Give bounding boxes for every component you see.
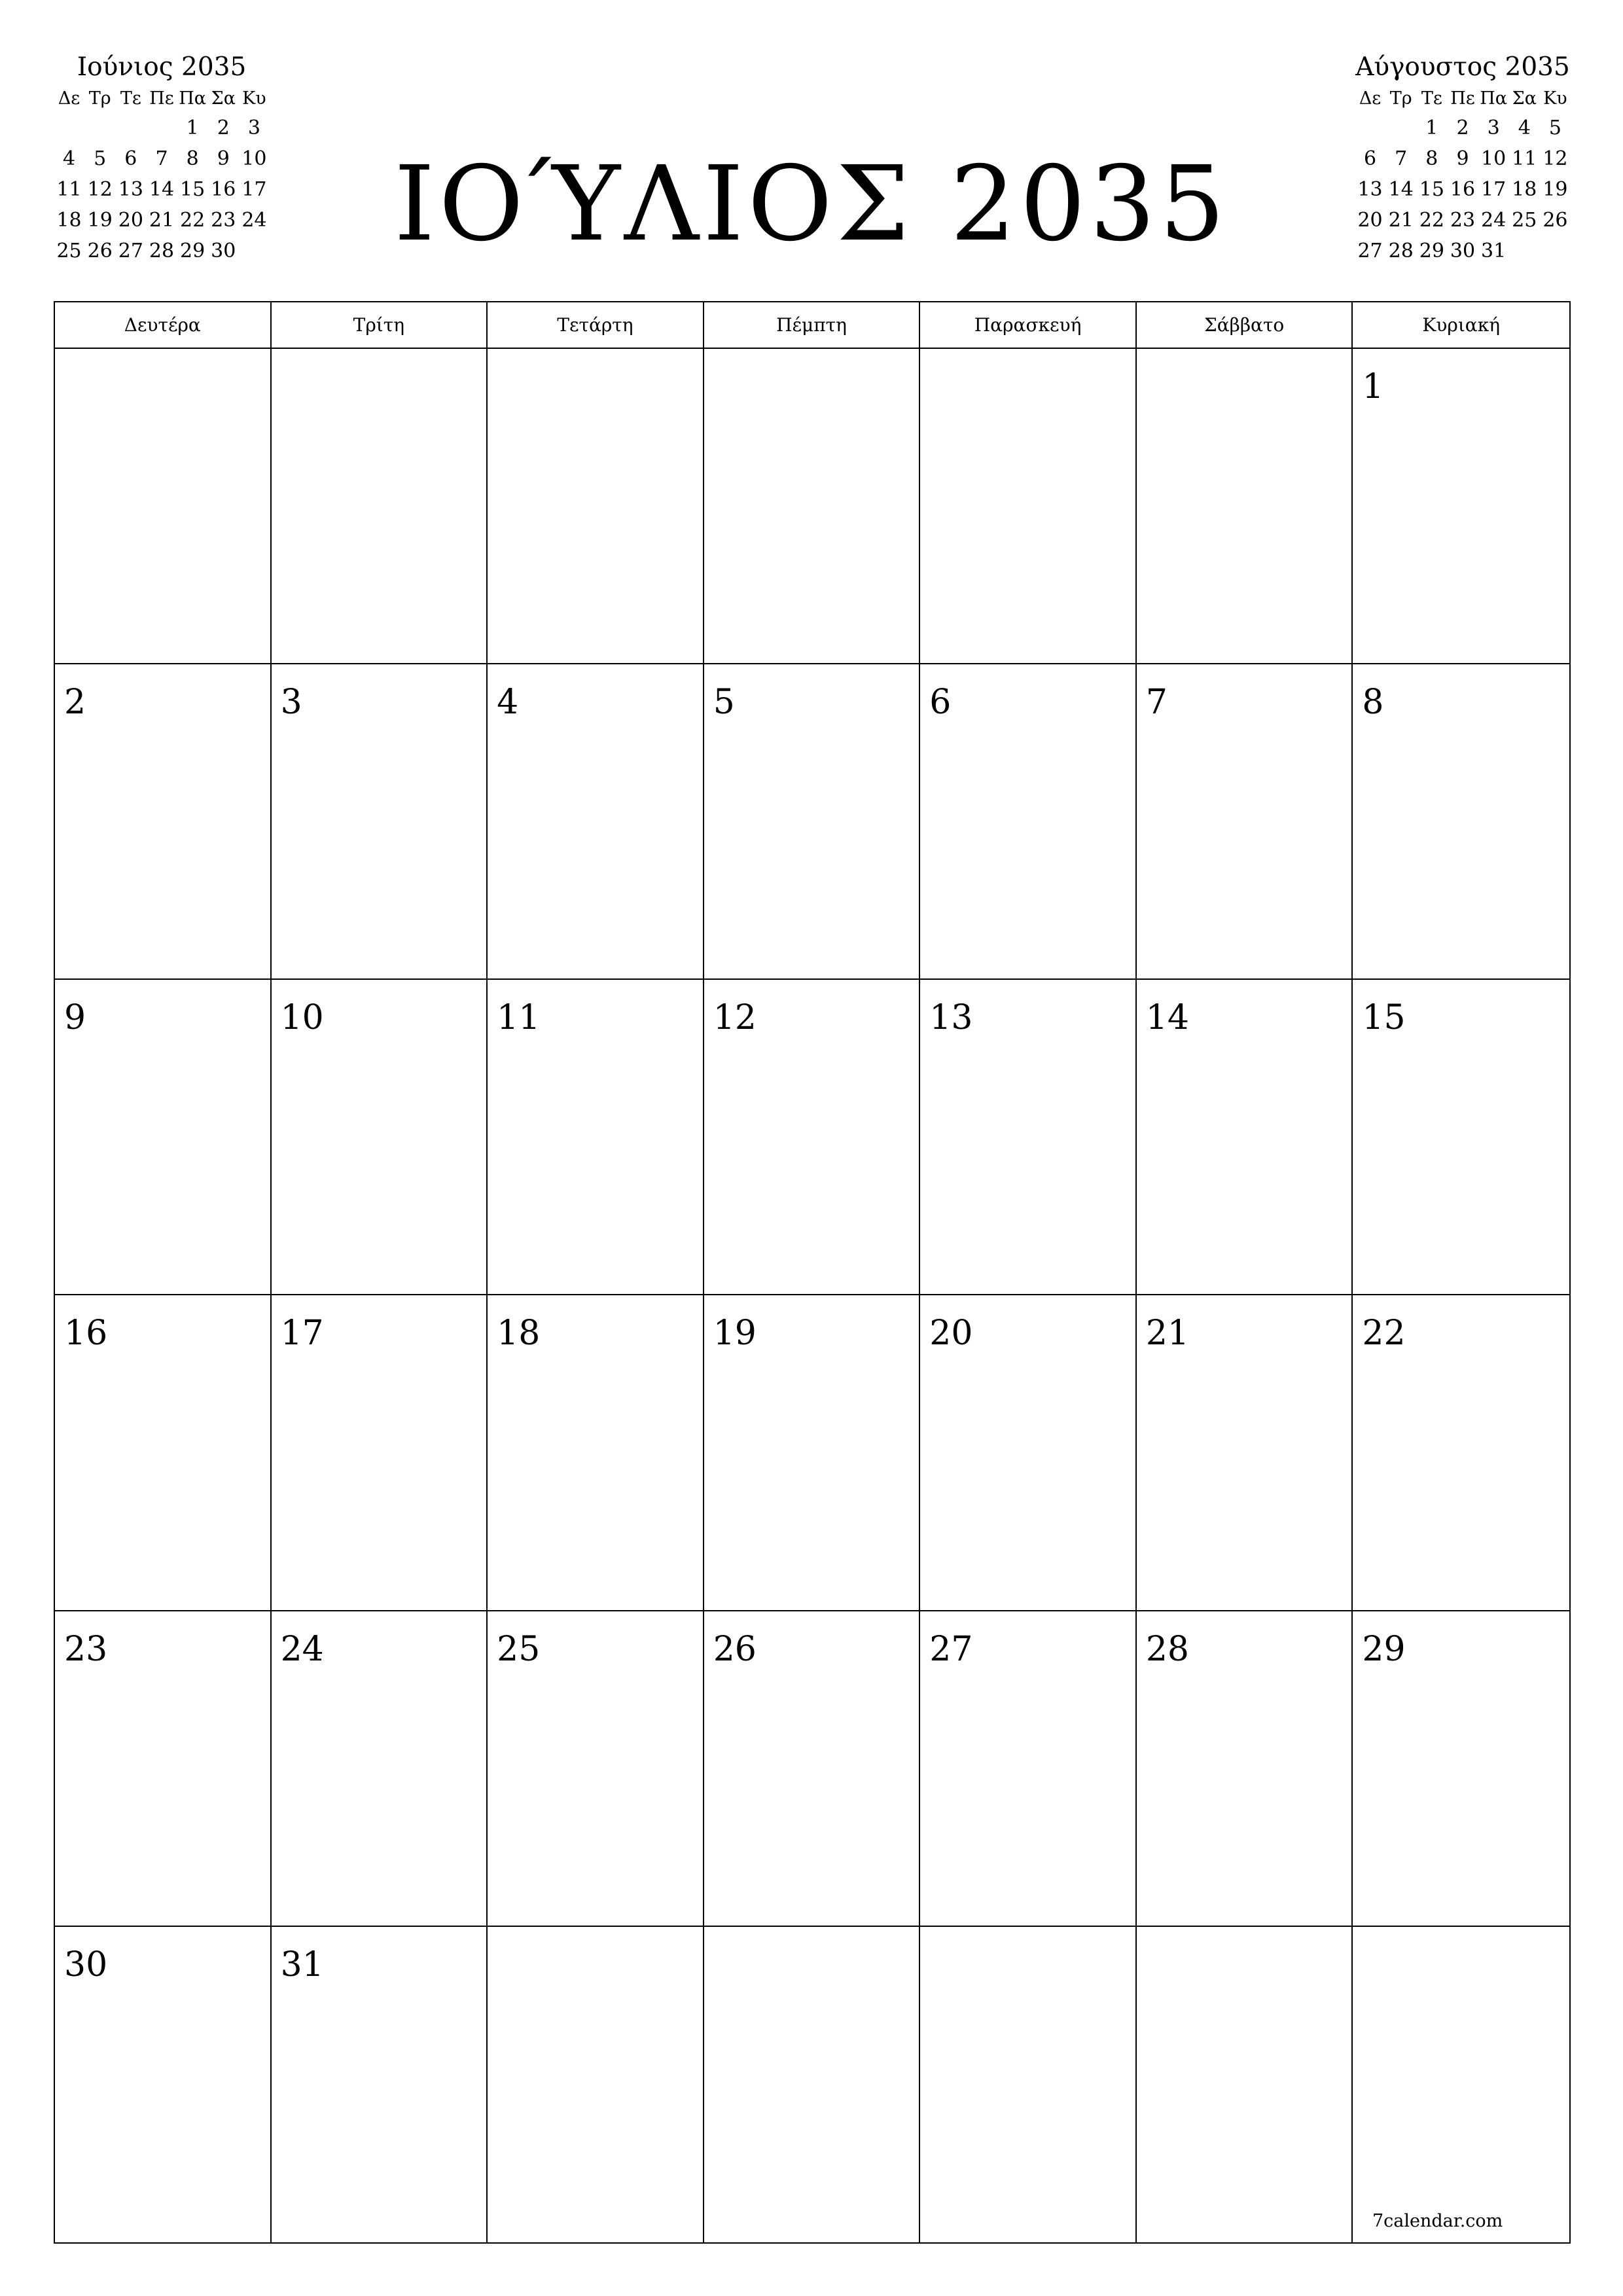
mini-day bbox=[84, 113, 115, 143]
mini-day: 23 bbox=[211, 209, 236, 232]
mini-weekday-header: Δε bbox=[58, 88, 80, 109]
watermark: 7calendar.com bbox=[1372, 2211, 1503, 2231]
mini-weekday-header: Τρ bbox=[1389, 88, 1412, 109]
mini-day: 6 bbox=[1364, 147, 1377, 170]
weekday-header: Πέμπτη bbox=[704, 302, 921, 349]
weekday-header: Κυριακή bbox=[1353, 302, 1569, 349]
day-cell bbox=[1137, 980, 1353, 1295]
mini-day: 2 bbox=[217, 117, 230, 139]
day-cell bbox=[488, 664, 704, 980]
weekday-header: Σάββατο bbox=[1137, 302, 1353, 349]
mini-day bbox=[1509, 236, 1540, 266]
mini-day: 11 bbox=[56, 178, 82, 201]
day-cell bbox=[920, 664, 1137, 980]
day-number: 11 bbox=[497, 998, 541, 1038]
mini-day: 12 bbox=[1543, 147, 1568, 170]
day-cell bbox=[1137, 1295, 1353, 1611]
mini-day: 28 bbox=[1388, 240, 1414, 262]
mini-day: 11 bbox=[1512, 147, 1537, 170]
mini-day bbox=[54, 113, 84, 143]
mini-day: 25 bbox=[1512, 209, 1537, 232]
mini-day: 4 bbox=[1518, 117, 1531, 139]
mini-weekday-header: Δε bbox=[1359, 88, 1382, 109]
mini-day: 21 bbox=[1388, 209, 1414, 232]
mini-calendar-title: Ιούνιος 2035 bbox=[77, 52, 247, 82]
weekday-header: Τρίτη bbox=[272, 302, 488, 349]
mini-day: 26 bbox=[87, 240, 113, 262]
mini-calendar-grid bbox=[54, 85, 270, 266]
mini-day: 26 bbox=[1543, 209, 1568, 232]
day-cell bbox=[272, 980, 488, 1295]
mini-day bbox=[115, 113, 146, 143]
mini-day: 18 bbox=[1512, 178, 1537, 201]
day-cell bbox=[1353, 349, 1569, 664]
mini-day: 5 bbox=[94, 147, 107, 170]
mini-day: 14 bbox=[1388, 178, 1414, 201]
day-cell bbox=[1353, 1611, 1569, 1927]
mini-day bbox=[1540, 236, 1571, 266]
mini-day: 22 bbox=[1419, 209, 1444, 232]
day-number: 21 bbox=[1145, 1314, 1190, 1354]
mini-day: 24 bbox=[241, 209, 267, 232]
mini-weekday-header: Τε bbox=[1421, 88, 1442, 109]
mini-day: 22 bbox=[180, 209, 205, 232]
day-cell bbox=[272, 1927, 488, 2242]
day-number: 23 bbox=[64, 1629, 108, 1669]
day-number: 10 bbox=[280, 998, 324, 1038]
day-cell bbox=[1353, 980, 1569, 1295]
mini-calendar-grid bbox=[1355, 85, 1571, 266]
day-cell bbox=[704, 349, 921, 664]
day-number: 17 bbox=[280, 1314, 324, 1354]
mini-day: 3 bbox=[1487, 117, 1500, 139]
mini-day: 17 bbox=[1481, 178, 1507, 201]
day-number: 4 bbox=[497, 683, 519, 723]
month-calendar-grid bbox=[54, 301, 1571, 2244]
day-cell bbox=[1137, 664, 1353, 980]
mini-day: 13 bbox=[1357, 178, 1383, 201]
mini-day: 17 bbox=[241, 178, 267, 201]
mini-weekday-header: Σα bbox=[1512, 88, 1537, 109]
day-number: 20 bbox=[929, 1314, 973, 1354]
mini-weekday-header: Πε bbox=[1450, 88, 1475, 109]
day-cell bbox=[1353, 664, 1569, 980]
day-number: 31 bbox=[280, 1945, 324, 1984]
weekday-header: Τετάρτη bbox=[488, 302, 704, 349]
day-cell bbox=[920, 980, 1137, 1295]
day-number: 26 bbox=[713, 1629, 757, 1669]
day-cell bbox=[704, 980, 921, 1295]
day-number: 7 bbox=[1145, 683, 1168, 723]
day-number: 13 bbox=[929, 998, 973, 1038]
day-cell bbox=[55, 664, 272, 980]
day-number: 8 bbox=[1362, 683, 1384, 723]
mini-day: 27 bbox=[118, 240, 143, 262]
day-cell bbox=[272, 1611, 488, 1927]
day-number: 5 bbox=[713, 683, 735, 723]
mini-day: 10 bbox=[241, 147, 267, 170]
day-cell bbox=[1353, 1295, 1569, 1611]
mini-day: 25 bbox=[56, 240, 82, 262]
mini-day: 14 bbox=[149, 178, 175, 201]
mini-day: 30 bbox=[1450, 240, 1476, 262]
day-number: 14 bbox=[1145, 998, 1190, 1038]
mini-day bbox=[239, 236, 270, 266]
mini-day: 19 bbox=[1543, 178, 1568, 201]
day-cell bbox=[488, 1295, 704, 1611]
mini-day: 3 bbox=[247, 117, 260, 139]
mini-day: 19 bbox=[87, 209, 113, 232]
day-cell bbox=[920, 349, 1137, 664]
mini-day: 9 bbox=[217, 147, 230, 170]
mini-day: 6 bbox=[124, 147, 137, 170]
mini-day: 8 bbox=[1425, 147, 1438, 170]
day-cell bbox=[920, 1927, 1137, 2242]
day-cell bbox=[272, 349, 488, 664]
mini-day: 28 bbox=[149, 240, 175, 262]
day-number: 3 bbox=[280, 683, 302, 723]
day-number: 9 bbox=[64, 998, 86, 1038]
day-cell bbox=[272, 1295, 488, 1611]
day-cell bbox=[1137, 349, 1353, 664]
mini-day: 18 bbox=[56, 209, 82, 232]
mini-day: 1 bbox=[1425, 117, 1438, 139]
mini-weekday-header: Πε bbox=[149, 88, 174, 109]
mini-day: 16 bbox=[211, 178, 236, 201]
day-number: 29 bbox=[1362, 1629, 1406, 1669]
mini-day: 7 bbox=[1395, 147, 1408, 170]
day-number: 25 bbox=[497, 1629, 541, 1669]
mini-day: 1 bbox=[186, 117, 199, 139]
mini-day: 21 bbox=[149, 209, 175, 232]
mini-day: 15 bbox=[1419, 178, 1444, 201]
day-cell bbox=[488, 349, 704, 664]
day-number: 30 bbox=[64, 1945, 108, 1984]
mini-day: 15 bbox=[180, 178, 205, 201]
day-number: 2 bbox=[64, 683, 86, 723]
day-number: 6 bbox=[929, 683, 952, 723]
day-cell bbox=[1353, 1927, 1569, 2242]
weekday-header: Παρασκευή bbox=[920, 302, 1137, 349]
day-cell bbox=[272, 664, 488, 980]
mini-day: 8 bbox=[186, 147, 199, 170]
mini-calendar-title: Αύγουστος 2035 bbox=[1355, 52, 1570, 82]
day-number: 18 bbox=[497, 1314, 541, 1354]
day-cell bbox=[55, 349, 272, 664]
day-cell bbox=[488, 1927, 704, 2242]
mini-calendar-previous-month bbox=[54, 51, 270, 266]
mini-weekday-header: Κυ bbox=[242, 88, 266, 109]
page-title: ΙΟΎΛΙΟΣ 2035 bbox=[394, 144, 1229, 264]
day-cell bbox=[704, 664, 921, 980]
mini-day: 13 bbox=[118, 178, 143, 201]
mini-day: 23 bbox=[1450, 209, 1476, 232]
mini-day: 12 bbox=[87, 178, 113, 201]
day-cell bbox=[704, 1611, 921, 1927]
mini-day: 5 bbox=[1548, 117, 1561, 139]
day-cell bbox=[920, 1611, 1137, 1927]
mini-weekday-header: Κυ bbox=[1543, 88, 1567, 109]
day-number: 22 bbox=[1362, 1314, 1406, 1354]
day-cell bbox=[55, 980, 272, 1295]
mini-day: 20 bbox=[1357, 209, 1383, 232]
mini-day: 20 bbox=[118, 209, 143, 232]
mini-day: 29 bbox=[180, 240, 205, 262]
day-cell bbox=[55, 1295, 272, 1611]
mini-day: 10 bbox=[1481, 147, 1507, 170]
mini-weekday-header: Τρ bbox=[88, 88, 111, 109]
mini-weekday-header: Σα bbox=[211, 88, 236, 109]
mini-day bbox=[1385, 113, 1416, 143]
mini-day: 7 bbox=[155, 147, 168, 170]
day-number: 28 bbox=[1145, 1629, 1190, 1669]
day-cell bbox=[920, 1295, 1137, 1611]
weekday-header: Δευτέρα bbox=[55, 302, 272, 349]
day-number: 24 bbox=[280, 1629, 324, 1669]
day-cell bbox=[488, 1611, 704, 1927]
mini-day: 4 bbox=[63, 147, 76, 170]
day-cell bbox=[704, 1927, 921, 2242]
day-number: 12 bbox=[713, 998, 757, 1038]
day-cell bbox=[704, 1295, 921, 1611]
mini-day bbox=[1355, 113, 1385, 143]
mini-day: 2 bbox=[1456, 117, 1469, 139]
mini-day: 27 bbox=[1357, 240, 1383, 262]
mini-day: 24 bbox=[1481, 209, 1507, 232]
day-number: 16 bbox=[64, 1314, 108, 1354]
mini-day bbox=[146, 113, 177, 143]
mini-weekday-header: Τε bbox=[120, 88, 141, 109]
day-number: 15 bbox=[1362, 998, 1406, 1038]
day-cell bbox=[1137, 1927, 1353, 2242]
mini-weekday-header: Πα bbox=[1480, 88, 1508, 109]
mini-weekday-header: Πα bbox=[179, 88, 207, 109]
day-number: 19 bbox=[713, 1314, 757, 1354]
mini-day: 16 bbox=[1450, 178, 1476, 201]
day-cell bbox=[488, 980, 704, 1295]
mini-day: 30 bbox=[211, 240, 236, 262]
mini-day: 31 bbox=[1481, 240, 1507, 262]
day-number: 1 bbox=[1362, 367, 1384, 406]
mini-day: 29 bbox=[1419, 240, 1444, 262]
mini-calendar-next-month bbox=[1355, 51, 1571, 266]
day-cell bbox=[1137, 1611, 1353, 1927]
mini-day: 9 bbox=[1456, 147, 1469, 170]
day-number: 27 bbox=[929, 1629, 973, 1669]
day-cell bbox=[55, 1611, 272, 1927]
day-cell bbox=[55, 1927, 272, 2242]
